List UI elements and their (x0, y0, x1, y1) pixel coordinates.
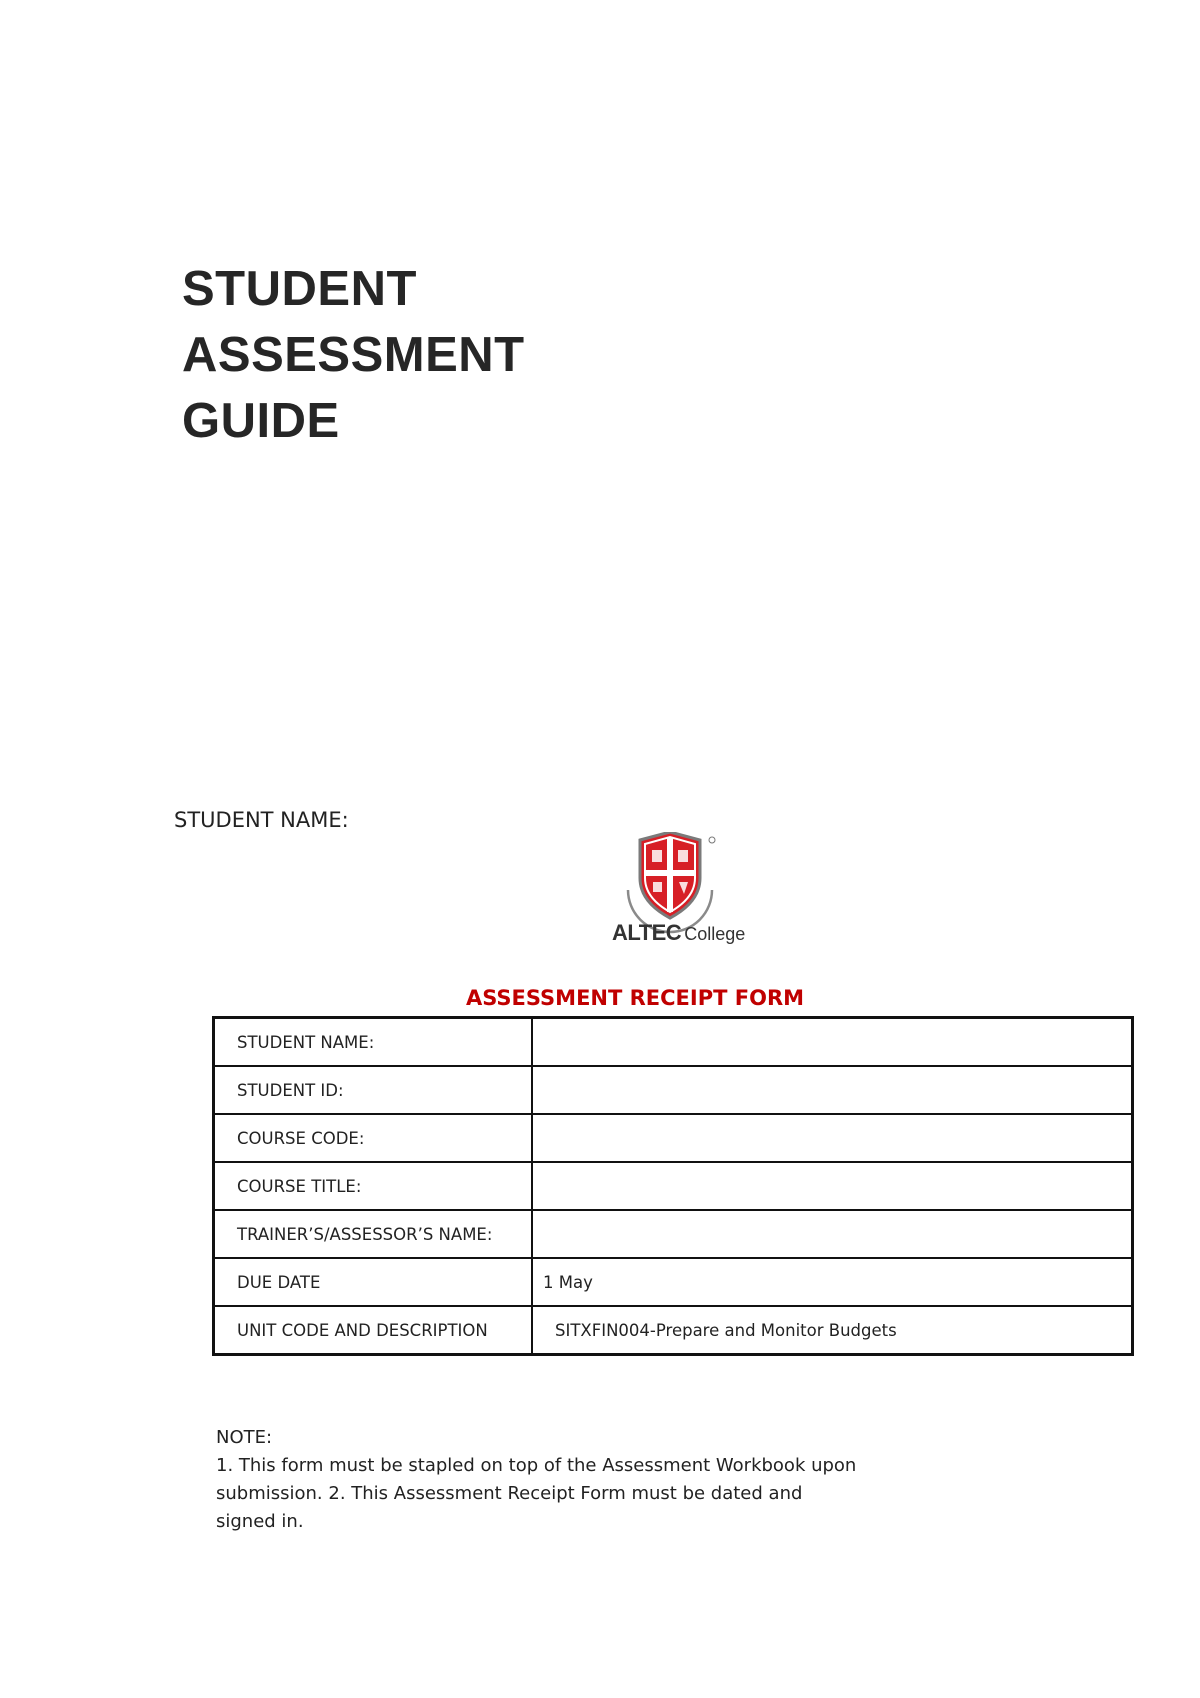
student-name-field[interactable] (532, 1018, 1133, 1067)
assessor-name-field[interactable] (532, 1210, 1133, 1258)
form-heading: ASSESSMENT RECEIPT FORM (465, 986, 805, 1010)
document-title (182, 256, 525, 454)
title-line: GUIDE (182, 394, 340, 448)
row-label: COURSE TITLE: (214, 1162, 533, 1210)
table-row (214, 1210, 1133, 1258)
table-row (214, 1258, 1133, 1306)
unit-code-value: SITXFIN004-Prepare and Monitor Budgets (532, 1306, 1133, 1355)
note-text: submission. 2. This Assessment Receipt Form must be dated and (216, 1483, 803, 1504)
title-line: ASSESSMENT (182, 328, 525, 382)
note-text: signed in. (216, 1511, 304, 1532)
row-label: COURSE CODE: (214, 1114, 533, 1162)
student-id-field[interactable] (532, 1066, 1133, 1114)
due-date-value: 1 May (532, 1258, 1133, 1306)
row-label: STUDENT NAME: (214, 1018, 533, 1067)
receipt-form-table (212, 1016, 1134, 1356)
college-logo (612, 920, 745, 946)
row-label: TRAINER’S/ASSESSOR’S NAME: (214, 1210, 533, 1258)
note-block (216, 1424, 896, 1536)
note-text: 1. This form must be stapled on top of the Assessment Workbook upon (216, 1455, 857, 1476)
row-label: DUE DATE (214, 1258, 533, 1306)
table-row (214, 1162, 1133, 1210)
course-title-field[interactable] (532, 1162, 1133, 1210)
student-name-label: STUDENT NAME: (174, 808, 349, 832)
table-row (214, 1018, 1133, 1067)
note-heading: NOTE: (216, 1427, 273, 1448)
logo-brand: ALTEC (612, 920, 682, 945)
row-label: STUDENT ID: (214, 1066, 533, 1114)
logo-brand-sub: College (684, 924, 746, 944)
course-code-field[interactable] (532, 1114, 1133, 1162)
table-row (214, 1114, 1133, 1162)
table-row (214, 1306, 1133, 1355)
title-line: STUDENT (182, 262, 417, 316)
row-label: UNIT CODE AND DESCRIPTION (214, 1306, 533, 1355)
table-row (214, 1066, 1133, 1114)
